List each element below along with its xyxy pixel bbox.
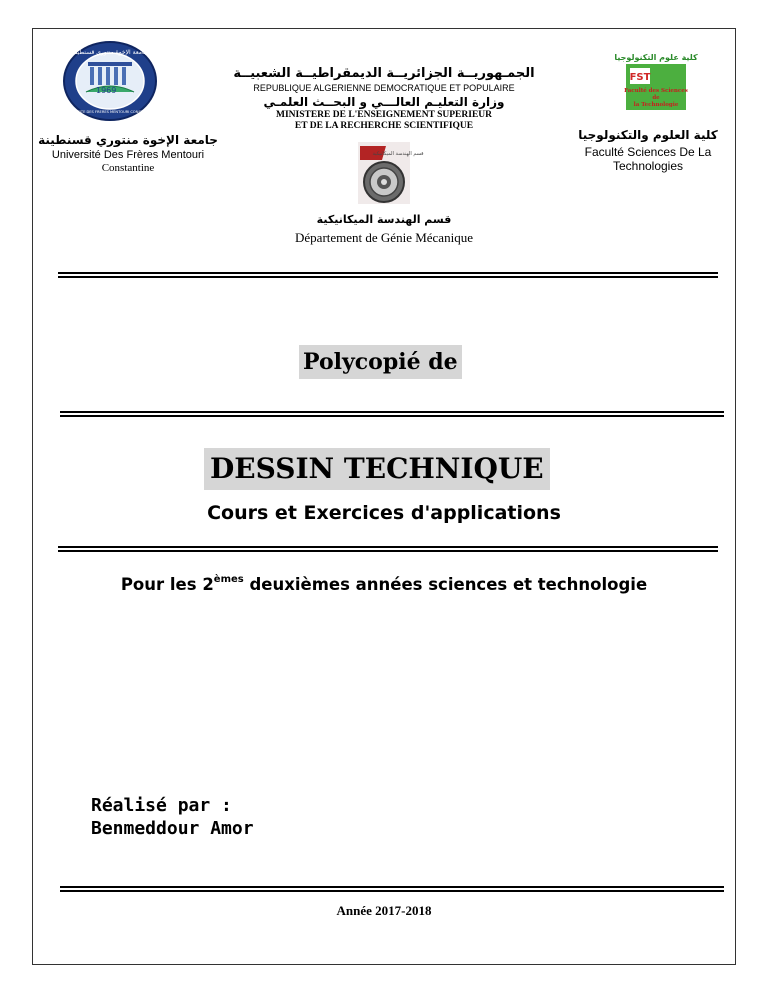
document-audience [0, 574, 768, 594]
faculty-name-fr-line2: Technologies [612, 159, 684, 173]
author-name: Benmeddour Amor [91, 818, 254, 839]
university-name-fr: Université Des Frères Mentouri [51, 149, 205, 161]
audience-pre: Pour les 2 [120, 575, 214, 594]
document-subtitle: Cours et Exercices d'applications [207, 502, 561, 524]
divider-2 [60, 411, 724, 417]
divider-bottom [60, 886, 724, 892]
faculty-name-arabic: كلية العلوم والتكنولوجيا [578, 128, 718, 142]
department-name-french: Département de Génie Mécanique [295, 230, 473, 245]
ministry-arabic: وزارة التعليـم العالـــي و البحــث العلمـي [263, 95, 505, 109]
audience-post: deuxièmes années sciences et technologie [243, 575, 648, 594]
ministry-french-line1: MINISTERE DE L'ENSEIGNEMENT SUPERIEUR [276, 110, 492, 120]
faculty-logo-abbr: FST [629, 72, 651, 83]
republic-french: REPUBLIQUE ALGERIENNE DEMOCRATIQUE ET POPULAIRE [253, 83, 515, 93]
department-logo-text: قسم الهندسة الميكانيكية [372, 151, 424, 157]
audience-sup: èmes [213, 574, 244, 585]
faculty-logo-ar: كلية علوم التكنولوجيا [614, 53, 698, 62]
document-title: DESSIN TECHNIQUE [204, 448, 550, 490]
ministry-french-line2: ET DE LA RECHERCHE SCIENTIFIQUE [294, 121, 474, 131]
republic-arabic: الجمـهوريــة الجزائريــة الديمقراطيــة الشعبيــة [233, 66, 535, 81]
university-logo-ring-text: UNIVERSITE DES FRERES MENTOURI CONSTANTINE [63, 110, 157, 114]
document-prefix: Polycopié de [299, 345, 462, 379]
faculty-logo-line3: la Technologie [633, 102, 679, 108]
divider-top [58, 272, 718, 278]
author-label: Réalisé par : [91, 795, 232, 816]
faculty-name-french [560, 145, 736, 173]
faculty-logo-line1: Faculté des Sciences [624, 88, 688, 94]
department-logo [352, 140, 424, 208]
university-name-arabic: جامعة الإخوة منتوري قسنطينة [38, 133, 218, 147]
university-city: Constantine [101, 162, 155, 174]
academic-year: Année 2017-2018 [336, 903, 432, 918]
faculty-logo-line2: de [652, 95, 660, 101]
faculty-name-fr-line1: Faculté Sciences De La [584, 145, 712, 159]
university-logo-text: جامعة الإخوة منتوري قسنطينة [72, 49, 148, 56]
department-name-arabic: قسم الهندسة الميكانيكية [316, 213, 452, 226]
university-name-french [30, 149, 226, 175]
university-logo-year: 1969 [96, 86, 117, 95]
divider-3 [58, 546, 718, 552]
